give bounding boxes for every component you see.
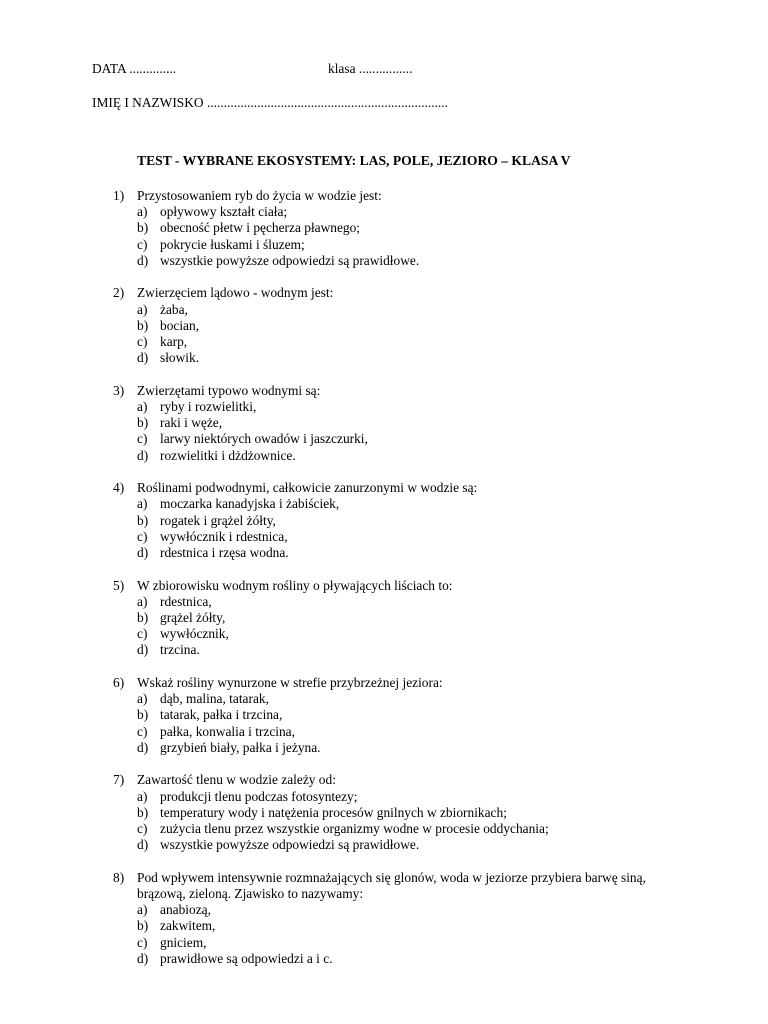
option-letter: c) (137, 723, 148, 739)
class-field (328, 61, 412, 77)
option-text: moczarka kanadyjska i żabiściek, (160, 496, 340, 512)
option-letter: c) (137, 626, 148, 642)
option-text: gniciem, (160, 934, 207, 950)
question-stem (0, 870, 667, 902)
option-letter: d) (137, 642, 149, 658)
question-number: 5) (113, 577, 125, 593)
question (0, 578, 768, 659)
test-title: TEST - WYBRANE EKOSYSTEMY: LAS, POLE, JEZIORO – KLASA V (137, 153, 571, 168)
option-letter: c) (137, 431, 148, 447)
option-letter: c) (137, 528, 148, 544)
option-text: rdestnica i rzęsa wodna. (160, 545, 289, 561)
answer-option (0, 902, 768, 918)
question-text: W zbiorowisku wodnym rośliny o pływających liściach to: (137, 577, 453, 593)
answer-option (0, 837, 768, 853)
question (0, 188, 768, 269)
name-blank: ........................................................................ (206, 95, 448, 110)
option-text: dąb, malina, tatarak, (160, 691, 269, 707)
question-text: Wskaż rośliny wynurzone w strefie przybrzeżnej jeziora: (137, 675, 443, 691)
option-letter: a) (137, 204, 148, 220)
option-letter: d) (137, 350, 149, 366)
answer-option (0, 237, 768, 253)
option-letter: b) (137, 512, 149, 528)
option-text: temperatury wody i natężenia procesów gnilnych w zbiornikach; (160, 804, 507, 820)
question-number: 4) (113, 480, 125, 496)
answer-option (0, 513, 768, 529)
question-text: Zawartość tlenu w wodzie zależy od: (137, 772, 336, 788)
option-text: wszystkie powyższe odpowiedzi są prawidłowe. (160, 837, 420, 853)
option-text: karp, (160, 334, 188, 350)
option-text: grążel żółty, (160, 610, 226, 626)
question-number: 3) (113, 382, 125, 398)
date-field (92, 61, 176, 77)
question-list (0, 188, 768, 983)
question-number: 7) (113, 772, 125, 788)
question-text: Przystosowaniem ryb do życia w wodzie jest: (137, 188, 382, 203)
option-text: anabiozą, (160, 902, 211, 918)
option-text: obecność płetw i pęcherza pławnego; (160, 220, 361, 236)
answer-option (0, 448, 768, 464)
option-text: pokrycie łuskami i śluzem; (160, 236, 305, 252)
question-text: Zwierzętami typowo wodnymi są: (137, 382, 321, 398)
answer-option (0, 626, 768, 642)
answer-option (0, 529, 768, 545)
option-text: słowik. (160, 350, 200, 366)
option-letter: d) (137, 950, 149, 966)
question-number: 6) (113, 675, 125, 691)
question-stem (0, 675, 667, 691)
option-text: wszystkie powyższe odpowiedzi są prawidłowe. (160, 252, 420, 268)
answer-option (0, 318, 768, 334)
class-blank: ................ (358, 61, 413, 76)
option-letter: b) (137, 220, 149, 236)
answer-option (0, 740, 768, 756)
option-letter: b) (137, 918, 149, 934)
date-blank: .............. (129, 61, 177, 76)
question-stem (0, 578, 667, 594)
option-text: opływowy kształt ciała; (160, 204, 288, 220)
question (0, 480, 768, 561)
option-text: pałka, konwalia i trzcina, (160, 723, 295, 739)
option-text: zużycia tlenu przez wszystkie organizmy wodne w procesie oddychania; (160, 821, 549, 837)
option-text: grzybień biały, pałka i jeżyna. (160, 739, 321, 755)
answer-option (0, 642, 768, 658)
answer-option (0, 918, 768, 934)
answer-option (0, 691, 768, 707)
answer-option (0, 610, 768, 626)
question-text: Pod wpływem intensywnie rozmnażających się glonów, woda w jeziorze przybiera barwę siną, brązową, zieloną. Zjawisko to nazywamy: (137, 869, 646, 902)
question (0, 383, 768, 464)
answer-option (0, 399, 768, 415)
name-field (92, 95, 448, 111)
option-text: prawidłowe są odpowiedzi a i c. (160, 950, 333, 966)
answer-option (0, 935, 768, 951)
answer-option (0, 707, 768, 723)
question (0, 675, 768, 756)
question-stem (0, 285, 667, 301)
option-text: rozwielitki i dżdżownice. (160, 447, 296, 463)
option-text: raki i węże, (160, 415, 223, 431)
option-letter: a) (137, 593, 148, 609)
option-letter: b) (137, 707, 149, 723)
option-letter: c) (137, 334, 148, 350)
option-letter: d) (137, 837, 149, 853)
option-letter: a) (137, 788, 148, 804)
question-number: 1) (113, 188, 125, 203)
answer-option (0, 334, 768, 350)
option-text: bocian, (160, 317, 200, 333)
option-text: ryby i rozwielitki, (160, 399, 257, 415)
question (0, 285, 768, 366)
option-letter: a) (137, 902, 148, 918)
option-letter: d) (137, 447, 149, 463)
answer-option (0, 594, 768, 610)
option-text: trzcina. (160, 642, 200, 658)
answer-option (0, 415, 768, 431)
option-letter: a) (137, 301, 148, 317)
option-text: wywłócznik i rdestnica, (160, 528, 288, 544)
question (0, 870, 768, 967)
answer-option (0, 545, 768, 561)
option-letter: b) (137, 610, 149, 626)
answer-option (0, 253, 768, 269)
name-label: IMIĘ I NAZWISKO (92, 95, 204, 110)
answer-option (0, 496, 768, 512)
option-text: rogatek i grążel żółty, (160, 512, 276, 528)
option-letter: d) (137, 545, 149, 561)
option-letter: d) (137, 739, 149, 755)
date-label: DATA (92, 61, 126, 76)
option-letter: b) (137, 317, 149, 333)
question-text: Roślinami podwodnymi, całkowicie zanurzonymi w wodzie są: (137, 480, 478, 496)
option-letter: a) (137, 691, 148, 707)
option-letter: c) (137, 934, 148, 950)
option-letter: c) (137, 821, 148, 837)
question (0, 772, 768, 853)
answer-option (0, 220, 768, 236)
question-number: 2) (113, 285, 125, 301)
answer-option (0, 724, 768, 740)
question-stem (0, 383, 667, 399)
answer-option (0, 204, 768, 220)
answer-option (0, 789, 768, 805)
question-stem (0, 480, 667, 496)
option-text: zakwitem, (160, 918, 216, 934)
option-letter: b) (137, 804, 149, 820)
option-letter: d) (137, 252, 149, 268)
answer-option (0, 951, 768, 967)
option-text: rdestnica, (160, 593, 212, 609)
option-letter: b) (137, 415, 149, 431)
answer-option (0, 431, 768, 447)
class-label: klasa (328, 61, 356, 76)
option-letter: c) (137, 236, 148, 252)
option-letter: a) (137, 399, 148, 415)
option-letter: a) (137, 496, 148, 512)
question-stem (0, 772, 667, 788)
answer-option (0, 805, 768, 821)
answer-option (0, 821, 768, 837)
option-text: wywłócznik, (160, 626, 229, 642)
option-text: larwy niektórych owadów i jaszczurki, (160, 431, 368, 447)
question-text: Zwierzęciem lądowo - wodnym jest: (137, 285, 334, 301)
question-number: 8) (113, 869, 125, 885)
answer-option (0, 350, 768, 366)
option-text: produkcji tlenu podczas fotosyntezy; (160, 788, 358, 804)
answer-option (0, 302, 768, 318)
option-text: tatarak, pałka i trzcina, (160, 707, 283, 723)
question-stem (0, 188, 667, 204)
option-text: żaba, (160, 301, 188, 317)
